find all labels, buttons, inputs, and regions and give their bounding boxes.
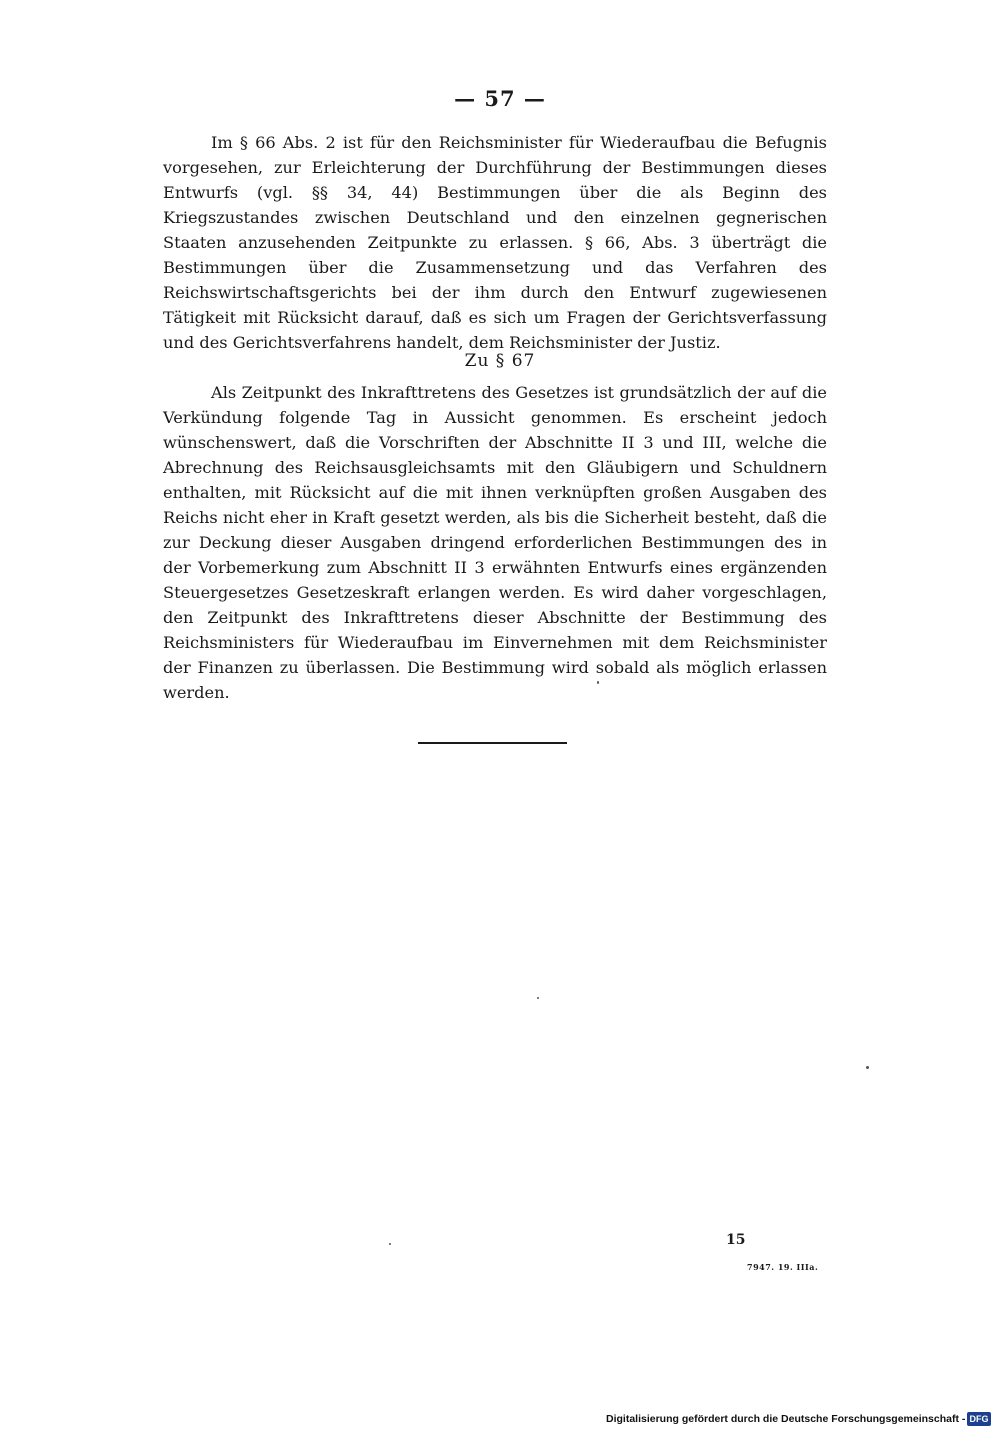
section-heading: Zu § 67 — [464, 351, 536, 371]
body-paragraph-2 — [163, 380, 827, 705]
paragraph-text: Als Zeitpunkt des Inkrafttretens des Gesetzes ist grundsätzlich der auf die Verkündung folgende Tag in Aussicht genommen. Es erscheint jedoch wünschenswert, daß die Vorschriften der Abschnitte II 3 und III, welche die Abrechnung des Reichsausgleichsamts mit den Gläubigern und Schuldnern enthalten, mit Rücksicht auf die mit ihnen verknüpften großen Ausgaben des Reichs nicht eher in Kraft gesetzt werden, als bis die Sicherheit besteht, daß die zur Deckung dieser Ausgaben dringend erforderlichen Bestimmungen des in der Vorbemerkung zum Abschnitt II 3 erwähnten Entwurfs eines ergänzenden Steuergesetzes Gesetzeskraft erlangen werden. Es wird daher vorgeschlagen, den Zeitpunkt des Inkrafttretens dieser Abschnitte der Bestimmung des Reichsministers für Wiederaufbau im Einvernehmen mit dem Reichsminister der Finanzen zu überlassen. Die Bestimmung wird sobald als möglich erlassen werden. — [163, 383, 827, 702]
body-paragraph-1 — [163, 130, 827, 355]
scan-speck — [389, 1243, 391, 1245]
scan-speck — [537, 997, 539, 999]
signature-folio: 15 — [726, 1232, 746, 1248]
page-number: — 57 — — [454, 86, 546, 111]
closing-rule — [418, 742, 567, 744]
dfg-logo-icon[interactable]: DFG — [967, 1412, 991, 1426]
print-code: 7947. 19. IIIa. — [747, 1262, 819, 1272]
scan-speck — [597, 681, 599, 684]
scan-speck — [866, 1066, 869, 1069]
paragraph-text: Im § 66 Abs. 2 ist für den Reichsminister für Wiederaufbau die Befugnis vorgesehen, zur Erleichterung der Durchführung der Bestimmungen dieses Entwurfs (vgl. §§ 34, 44) Bestimmungen über die als Beginn des Kriegszustandes zwischen Deutschland und den einzelnen gegnerischen Staaten anzusehenden Zeitpunkte zu erlassen. § 66, Abs. 3 überträgt die Bestimmungen über die Zusammensetzung und das Verfahren des Reichswirtschaftsgerichts bei der ihm durch den Entwurf zugewiesenen Tätigkeit mit Rücksicht darauf, daß es sich um Fragen der Gerichtsverfassung und des Gerichtsverfahrens handelt, dem Reichsminister der Justiz. — [163, 133, 827, 352]
digitization-note: Digitalisierung gefördert durch die Deutsche Forschungsgemeinschaft - — [606, 1413, 966, 1425]
